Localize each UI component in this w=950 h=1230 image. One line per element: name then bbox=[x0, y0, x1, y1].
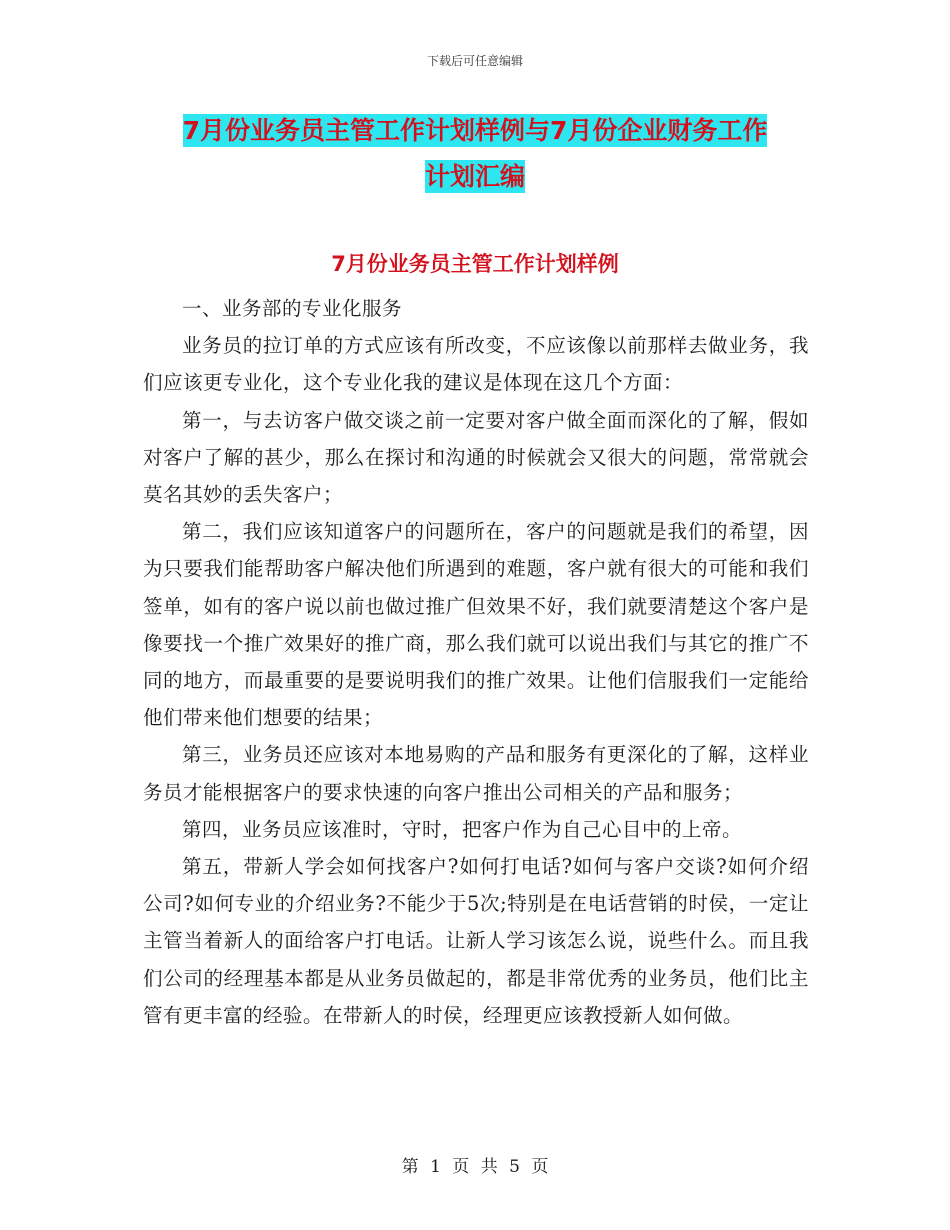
paragraph: 第二，我们应该知道客户的问题所在，客户的问题就是我们的希望，因为只要我们能帮助客户解决他们所遇到的难题，客户就有很大的可能和我们签单，如有的客户说以前也做过推广但效果不好，我们就要清楚这个客户是像要找一个推广效果好的推广商，那么我们就可以说出我们与其它的推广不同的地方，而最重要的是要说明我们的推广效果。让他们信服我们一定能给他们带来他们想要的结果； bbox=[143, 520, 809, 730]
paragraph: 第五，带新人学会如何找客户?如何打电话?如何与客户交谈?如何介绍公司?如何专业的介绍业务?不能少于5次;特别是在电话营销的时侯，一定让主管当着新人的面给客户打电话。让新人学习该怎么说，说些什么。而且我们公司的经理基本都是从业务员做起的，都是非常优秀的业务员，他们比主管有更丰富的经验。在带新人的时侯，经理更应该教授新人如何做。 bbox=[143, 855, 809, 1027]
document-title-line2: 计划汇编 bbox=[424, 162, 525, 191]
paragraph: 第四，业务员应该准时，守时，把客户作为自己心目中的上帝。 bbox=[182, 817, 743, 841]
paragraph: 业务员的拉订单的方式应该有所改变，不应该像以前那样去做业务，我们应该更专业化，这个专业化我的建议是体现在这几个方面： bbox=[143, 334, 809, 395]
paragraph: 第一，与去访客户做交谈之前一定要对客户做全面而深化的了解，假如对客户了解的甚少，那么在探讨和沟通的时候就会又很大的问题，常常就会莫名其妙的丢失客户； bbox=[143, 408, 809, 507]
document-body bbox=[143, 290, 809, 1034]
page-header-note: 下载后可任意编辑 bbox=[426, 54, 523, 68]
document-title-line1: 7月份业务员主管工作计划样例与7月份企业财务工作 bbox=[182, 116, 768, 145]
paragraph-heading: 一、业务部的专业化服务 bbox=[182, 297, 403, 320]
document-title bbox=[130, 108, 820, 200]
paragraph: 第三，业务员还应该对本地易购的产品和服务有更深化的了解，这样业务员才能根据客户的要求快速的向客户推出公司相关的产品和服务； bbox=[143, 743, 809, 804]
page-number-footer: 第 1 页 共 5 页 bbox=[401, 1157, 549, 1177]
section-title: 7月份业务员主管工作计划样例 bbox=[331, 252, 619, 276]
